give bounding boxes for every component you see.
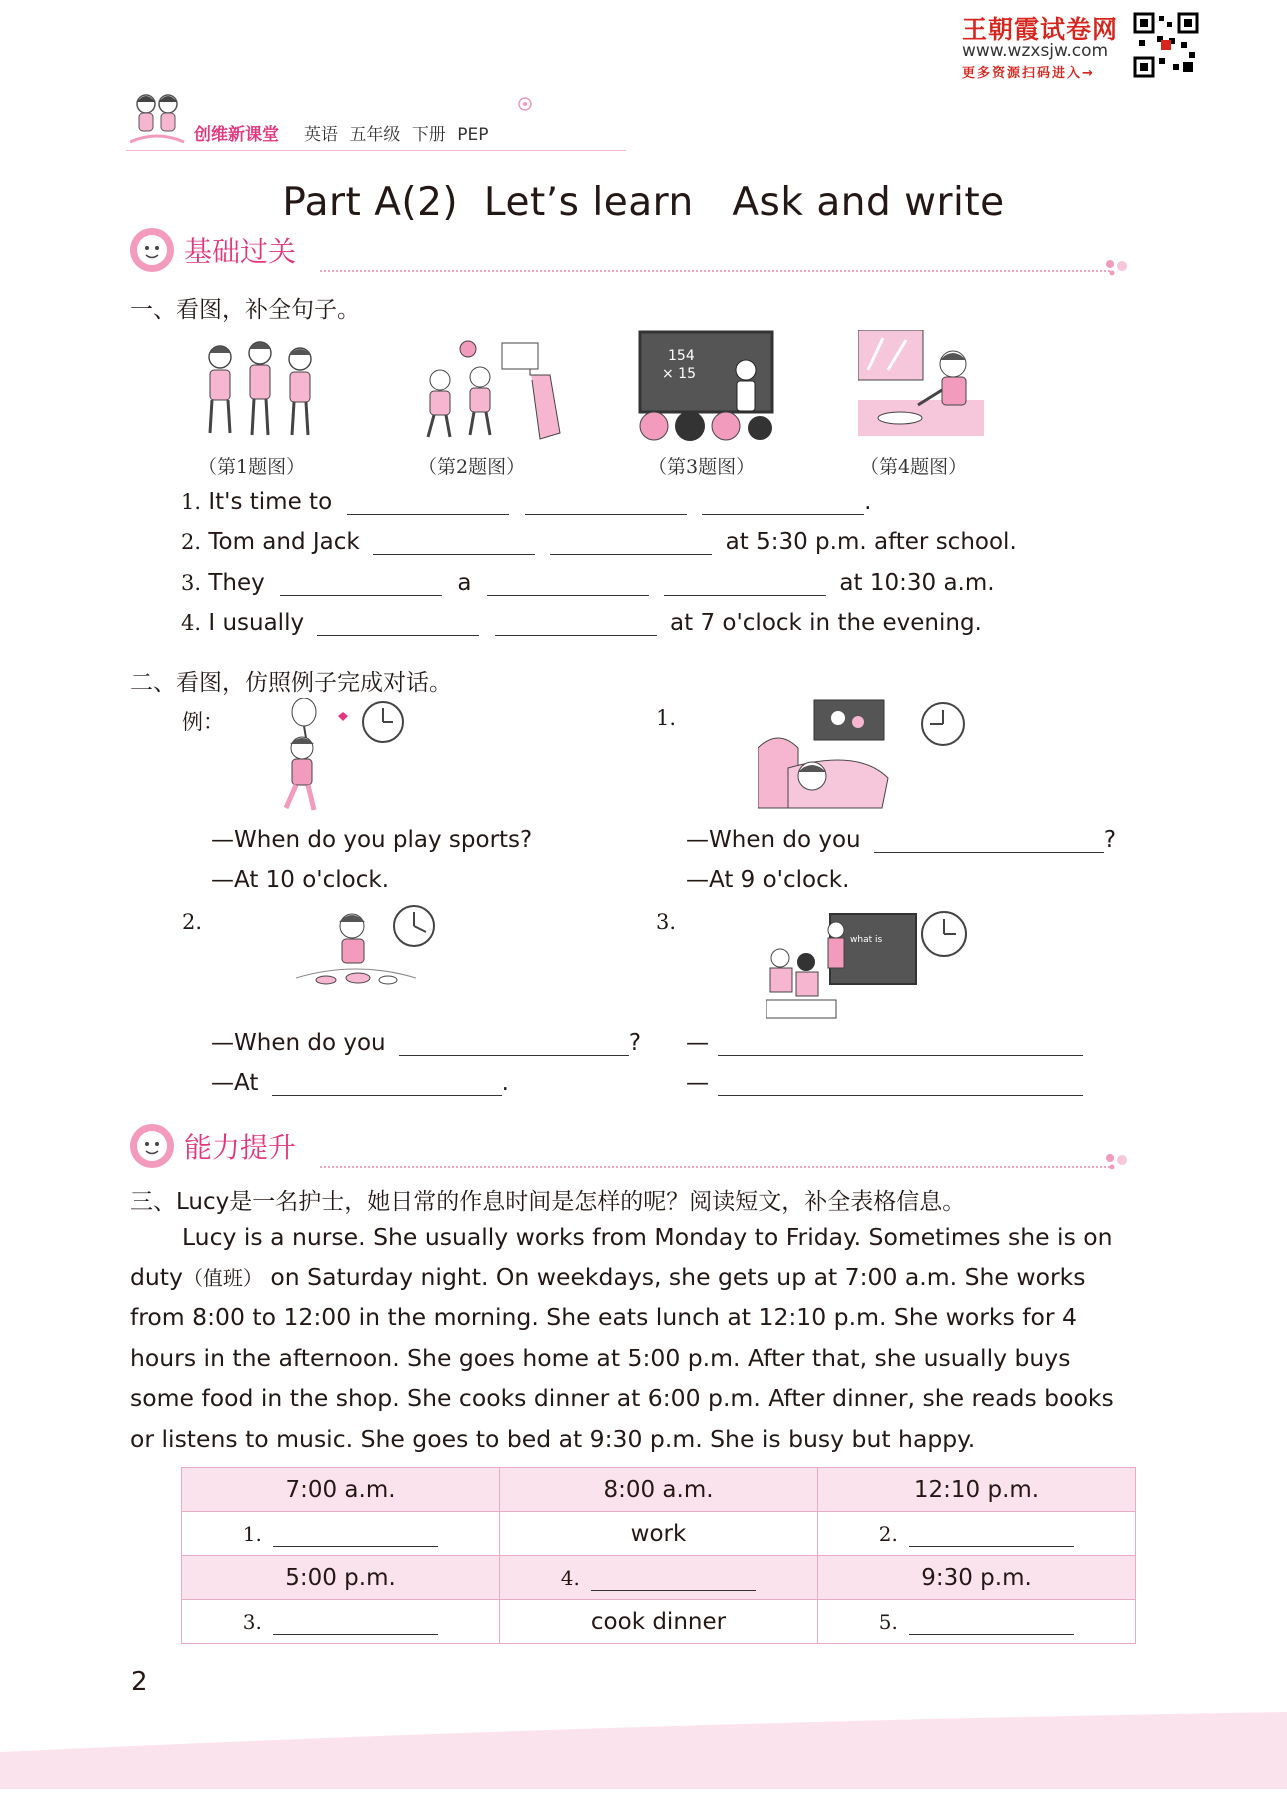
- q1-caption-2: （第2题图）: [418, 456, 526, 478]
- header-edition: PEP: [457, 125, 489, 145]
- q2-item-2-question: [211, 1030, 641, 1056]
- q2-item-1-answer: —At 9 o'clock.: [686, 867, 850, 893]
- answer-2-blank[interactable]: [909, 1524, 1074, 1547]
- page-number: 2: [131, 1667, 148, 1697]
- table-cell: 5:00 p.m.: [182, 1556, 500, 1600]
- q1-item-4-text: I usually: [208, 610, 305, 636]
- q3-passage-duty: duty: [130, 1263, 183, 1291]
- q1-item-3-blank-2[interactable]: [487, 573, 649, 596]
- section-advanced-badge-icon: [128, 1122, 176, 1170]
- q2-item-3-blank-1[interactable]: [718, 1033, 1083, 1056]
- q1-item-4-number: 4.: [181, 611, 202, 635]
- q2-example-question: —When do you play sports?: [211, 827, 533, 853]
- divider-dots-icon: [1102, 256, 1132, 280]
- answer-3-number: 3.: [242, 1609, 262, 1634]
- q2-item-1-blank[interactable]: [874, 830, 1104, 853]
- q2-item-1-question-end: ?: [1103, 827, 1117, 853]
- q1-item-4: [181, 610, 982, 636]
- q1-item-2-number: 2.: [181, 530, 202, 554]
- q1-figure-2: [420, 335, 570, 443]
- section-advanced-header: [128, 1122, 296, 1170]
- table-cell: [818, 1600, 1136, 1644]
- q1-item-1-end: .: [864, 489, 872, 515]
- q1-item-3: [181, 570, 995, 596]
- table-row: [182, 1468, 1136, 1512]
- table-row: [182, 1512, 1136, 1556]
- q3-passage-gloss: （值班）: [182, 1266, 263, 1290]
- q2-item-2-blank-1[interactable]: [399, 1033, 629, 1056]
- q1-item-4-blank-2[interactable]: [495, 613, 657, 636]
- header-underline: [126, 150, 626, 151]
- q1-item-3-text: They: [208, 570, 265, 596]
- q2-example-answer: —At 10 o'clock.: [211, 867, 390, 893]
- q2-item-2-question-end: ?: [628, 1030, 642, 1056]
- table-cell: 12:10 p.m.: [818, 1468, 1136, 1512]
- q3-passage-line-5: some food in the shop. She cooks dinner at 6:00 p.m. After dinner, she reads books: [130, 1384, 1114, 1412]
- q1-item-1: [181, 489, 871, 515]
- q1-figure-4: [858, 330, 984, 436]
- answer-5-blank[interactable]: [909, 1612, 1074, 1635]
- answer-4-blank[interactable]: [591, 1568, 756, 1591]
- qr-code-icon[interactable]: [1133, 12, 1199, 78]
- q2-item-2-number: 2.: [182, 910, 203, 934]
- table-row: [182, 1556, 1136, 1600]
- q1-item-4-blank-1[interactable]: [317, 613, 479, 636]
- q2-title: 二、看图，仿照例子完成对话。: [130, 670, 452, 696]
- q2-item-3-dash-2: —: [686, 1070, 709, 1096]
- q1-item-3-end: at 10:30 a.m.: [839, 570, 995, 596]
- table-cell: 8:00 a.m.: [500, 1468, 818, 1512]
- section-basic-badge-icon: [128, 226, 176, 274]
- table-cell: [500, 1556, 818, 1600]
- q3-passage-line-1: Lucy is a nurse. She usually works from Monday to Friday. Sometimes she is on: [182, 1223, 1113, 1251]
- answer-1-number: 1.: [242, 1521, 262, 1546]
- q3-passage-line-2-rest: on Saturday night. On weekdays, she gets up at 7:00 a.m. She works: [270, 1263, 1086, 1291]
- q1-item-2: [181, 529, 1017, 555]
- q2-item-3-question: [686, 1030, 1083, 1056]
- table-cell: 7:00 a.m.: [182, 1468, 500, 1512]
- q2-item-1-figure: [758, 698, 970, 812]
- header-volume: 下册: [411, 125, 446, 145]
- page-title: Part A(2) Let’s learn Ask and write: [282, 180, 1005, 225]
- table-cell: 9:30 p.m.: [818, 1556, 1136, 1600]
- q2-item-1-number: 1.: [656, 706, 677, 730]
- answer-4-number: 4.: [560, 1565, 580, 1590]
- table-cell: cook dinner: [500, 1600, 818, 1644]
- q2-item-2-blank-2[interactable]: [272, 1073, 502, 1096]
- divider-dots-icon-2: [1102, 1150, 1132, 1174]
- q3-passage-line-4: hours in the afternoon. She goes home at 5:00 p.m. After that, she usually buys: [130, 1344, 1071, 1372]
- q1-item-3-blank-1[interactable]: [280, 573, 442, 596]
- q3-passage-line-2: [130, 1257, 1129, 1299]
- q2-item-2-answer: [211, 1070, 509, 1096]
- q2-item-1-question-text: —When do you: [686, 827, 861, 853]
- q1-item-3-blank-3[interactable]: [664, 573, 826, 596]
- q3-passage-line-3: from 8:00 to 12:00 in the morning. She eats lunch at 12:10 p.m. She works for 4: [130, 1303, 1077, 1331]
- q2-example-label: 例：: [182, 710, 224, 734]
- section-basic-divider: [320, 270, 1110, 272]
- q1-item-1-number: 1.: [181, 490, 202, 514]
- q3-passage-line-6: or listens to music. She goes to bed at 9:30 p.m. She is busy but happy.: [130, 1425, 976, 1453]
- answer-3-blank[interactable]: [273, 1612, 438, 1635]
- header-subject: 英语: [304, 125, 338, 145]
- answer-1-blank[interactable]: [273, 1524, 438, 1547]
- section-advanced-title: 能力提升: [184, 1131, 297, 1164]
- q1-caption-4: （第4题图）: [860, 456, 968, 478]
- header-brand: 创维新课堂: [194, 125, 279, 145]
- table-cell: [182, 1512, 500, 1556]
- q2-item-1-question: [686, 827, 1116, 853]
- table-cell: work: [500, 1512, 818, 1556]
- q1-item-1-blank-2[interactable]: [525, 492, 687, 515]
- q1-caption-1: （第1题图）: [198, 456, 306, 478]
- svg-text:154: 154: [668, 348, 695, 364]
- q2-item-2-figure: [296, 904, 438, 1012]
- q2-item-3-dash-1: —: [686, 1030, 709, 1056]
- section-advanced-divider: [320, 1166, 1110, 1168]
- table-cell: [182, 1600, 500, 1644]
- watermark-url: www.wzxsjw.com: [962, 41, 1109, 61]
- q2-item-3-figure: [766, 908, 972, 1020]
- q1-item-2-end: at 5:30 p.m. after school.: [725, 529, 1017, 555]
- q2-item-3-blank-2[interactable]: [718, 1073, 1083, 1096]
- table-cell: [818, 1512, 1136, 1556]
- q1-item-2-blank-2[interactable]: [550, 532, 712, 555]
- q1-item-2-blank-1[interactable]: [373, 532, 535, 555]
- q2-item-3-answer: [686, 1070, 1083, 1096]
- q2-item-2-answer-end: .: [501, 1070, 509, 1096]
- svg-text:what is: what is: [850, 935, 883, 945]
- q1-figure-3: [638, 330, 774, 445]
- q1-item-1-text: It's time to: [208, 489, 333, 515]
- q1-item-1-blank-3[interactable]: [702, 492, 864, 515]
- answer-2-number: 2.: [878, 1521, 898, 1546]
- q1-title: 一、看图，补全句子。: [130, 297, 360, 323]
- watermark-note: 更多资源扫码进入→: [962, 66, 1095, 81]
- q1-item-3-mid: a: [457, 570, 472, 596]
- q1-item-3-number: 3.: [181, 571, 202, 595]
- q2-item-2-answer-text: —At: [211, 1070, 259, 1096]
- q2-item-3-number: 3.: [656, 910, 677, 934]
- q3-schedule-table: [181, 1467, 1136, 1644]
- q1-caption-3: （第3题图）: [648, 456, 756, 478]
- q3-title: 三、Lucy是一名护士，她日常的作息时间是怎样的呢？阅读短文，补全表格信息。: [130, 1189, 966, 1215]
- svg-text:× 15: × 15: [662, 366, 696, 382]
- q1-figure-1: [198, 335, 326, 440]
- header-sparkle-icon: [515, 94, 535, 114]
- header-subject-line: [304, 120, 488, 145]
- table-row: [182, 1600, 1136, 1644]
- q1-item-2-text: Tom and Jack: [208, 529, 360, 555]
- footer-band: [0, 1712, 1287, 1789]
- header-mascot: [126, 90, 188, 152]
- q2-example-figure: [268, 698, 410, 816]
- answer-5-number: 5.: [878, 1609, 898, 1634]
- section-basic-title: 基础过关: [184, 235, 297, 268]
- section-basic-header: [128, 226, 296, 274]
- q1-item-4-end: at 7 o'clock in the evening.: [670, 610, 982, 636]
- watermark-title: 王朝霞试卷网: [962, 15, 1119, 44]
- q1-item-1-blank-1[interactable]: [347, 492, 509, 515]
- q2-item-2-question-text: —When do you: [211, 1030, 386, 1056]
- header-grade: 五年级: [349, 125, 401, 145]
